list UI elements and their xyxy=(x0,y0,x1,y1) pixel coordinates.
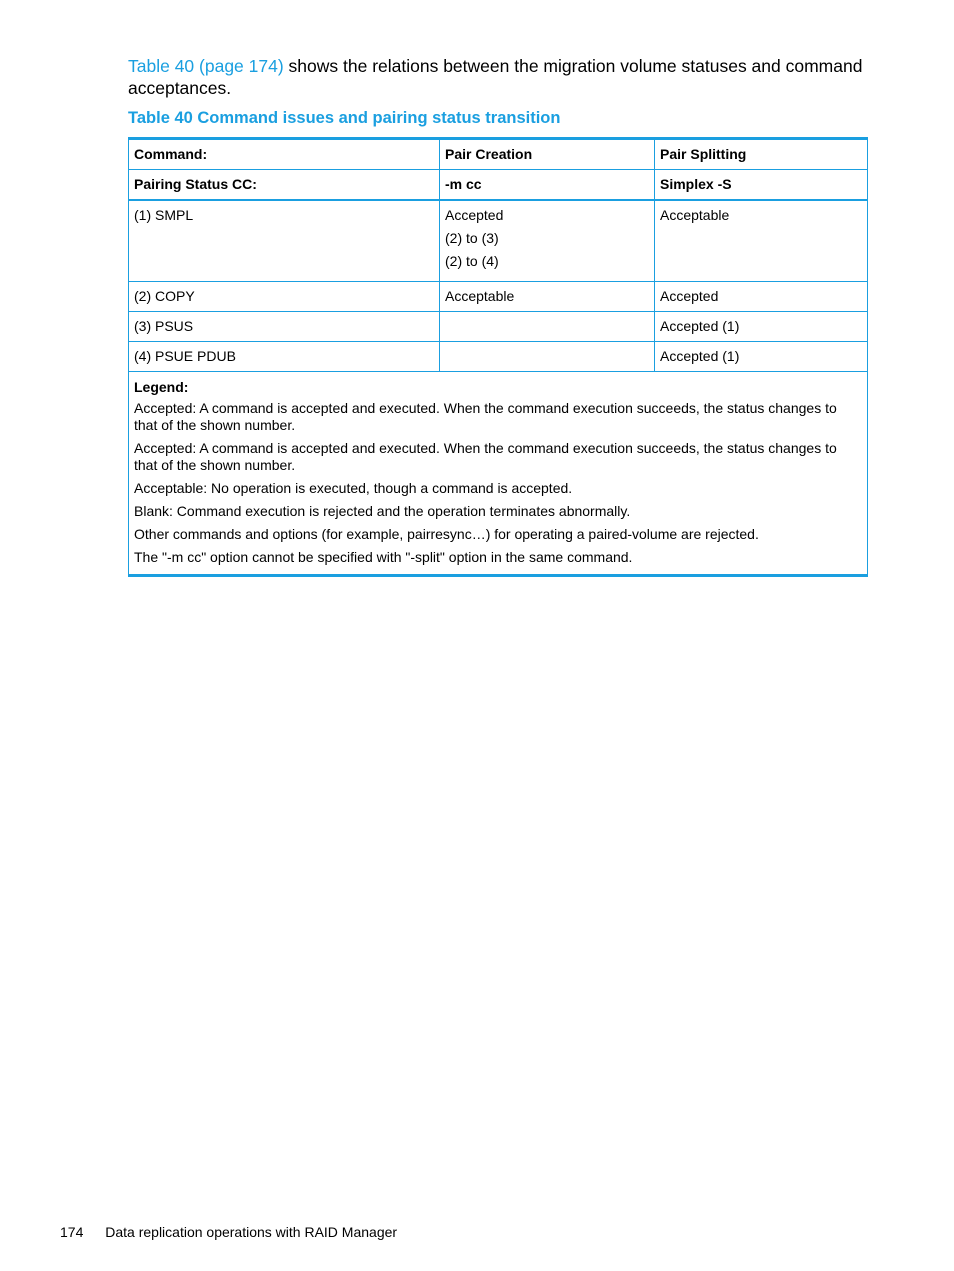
table-row xyxy=(129,282,868,312)
legend-item: Acceptable: No operation is executed, though a command is accepted. xyxy=(134,480,573,496)
header-cell-pair-splitting: Pair Splitting xyxy=(655,139,868,170)
status-cell: (2) COPY xyxy=(129,282,440,312)
header-cell-command: Command: xyxy=(129,139,440,170)
table-title: Table 40 Command issues and pairing status transition xyxy=(128,109,561,127)
pair-creation-cell xyxy=(440,342,655,372)
pair-splitting-cell: Accepted xyxy=(655,282,868,312)
pair-splitting-cell: Accepted (1) xyxy=(655,312,868,342)
page-number: 174 xyxy=(60,1224,84,1240)
status-cell: (3) PSUS xyxy=(129,312,440,342)
status-cell: (1) SMPL xyxy=(129,200,440,282)
legend-item: The "-m cc" option cannot be specified with "-split" option in the same command. xyxy=(134,549,633,565)
pair-creation-line: Accepted xyxy=(445,207,504,223)
table-row xyxy=(129,312,868,342)
table-subheader-row xyxy=(129,170,868,201)
intro-text: shows the relations between the migration volume statuses and command acceptances. xyxy=(128,56,863,98)
intro-paragraph xyxy=(128,55,868,99)
legend-cell xyxy=(129,372,868,576)
command-status-table xyxy=(128,137,868,577)
pair-splitting-cell: Acceptable xyxy=(655,200,868,282)
table-reference-link[interactable]: Table 40 (page 174) xyxy=(128,56,284,76)
table-header-row xyxy=(129,139,868,170)
footer-section-title: Data replication operations with RAID Manager xyxy=(105,1224,398,1240)
legend-item: Other commands and options (for example, pairresync…) for operating a paired-volume are rejected. xyxy=(134,526,759,542)
legend-row xyxy=(129,372,868,576)
page-footer xyxy=(60,1222,397,1242)
pair-splitting-cell: Accepted (1) xyxy=(655,342,868,372)
pair-creation-cell xyxy=(440,200,655,282)
legend-item: Accepted: A command is accepted and executed. When the command execution succeeds, the status changes to that of the shown number. xyxy=(134,400,837,433)
header-cell-pair-creation: Pair Creation xyxy=(440,139,655,170)
status-cell: (4) PSUE PDUB xyxy=(129,342,440,372)
pair-creation-cell: Acceptable xyxy=(440,282,655,312)
pair-creation-cell xyxy=(440,312,655,342)
subheader-cell-simplex: Simplex -S xyxy=(655,170,868,201)
legend-item: Accepted: A command is accepted and executed. When the command execution succeeds, the status changes to that of the shown number. xyxy=(134,440,837,473)
subheader-cell-m-cc: -m cc xyxy=(440,170,655,201)
legend-item: Blank: Command execution is rejected and the operation terminates abnormally. xyxy=(134,503,631,519)
pair-creation-line: (2) to (4) xyxy=(445,253,499,269)
legend-title: Legend: xyxy=(134,379,189,395)
table-row xyxy=(129,342,868,372)
pair-creation-line: (2) to (3) xyxy=(445,230,499,246)
subheader-cell-pairing-status: Pairing Status CC: xyxy=(129,170,440,201)
table-row xyxy=(129,200,868,282)
